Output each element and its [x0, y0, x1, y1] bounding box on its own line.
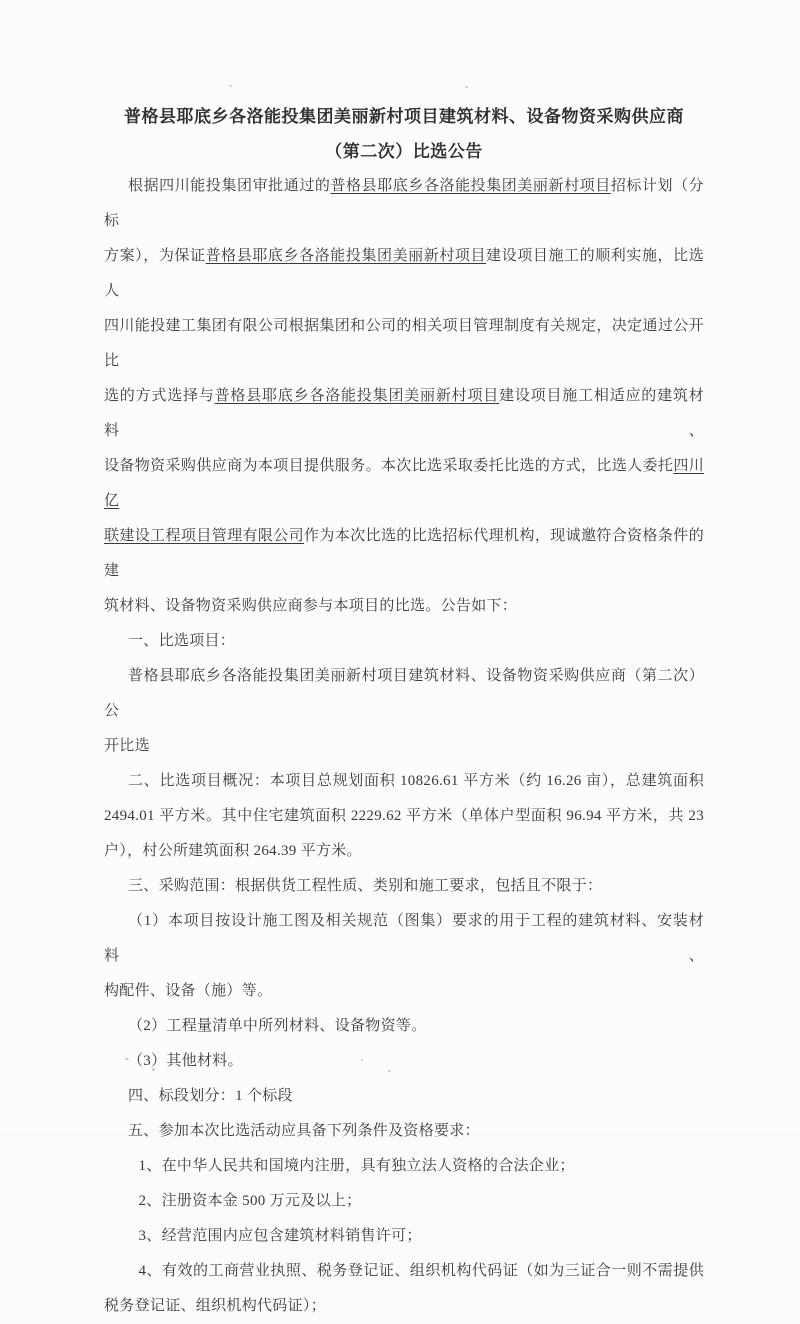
scan-speck: [229, 85, 233, 88]
text-segment: 招标计划（分标: [104, 178, 704, 229]
text-segment: 一、比选项目：: [128, 633, 236, 649]
text-line: [104, 1219, 704, 1254]
underlined-text: 普格县耶底乡各洛能投集团美丽新村项目: [205, 248, 487, 264]
text-segment: 普格县耶底乡各洛能投集团美丽新村项目建筑材料、设备物资采购供应商（第二次）公: [104, 668, 704, 719]
underlined-text: 普格县耶底乡各洛能投集团美丽新村项目: [330, 178, 611, 194]
text-segment: 五、参加本次比选活动应具备下列条件及资格要求：: [128, 1123, 480, 1139]
text-line: [104, 1009, 704, 1044]
text-line: [104, 449, 704, 519]
text-line: [104, 589, 704, 624]
text-line: [104, 1184, 704, 1219]
text-segment: 方案），为保证: [104, 248, 206, 264]
text-segment: 4、有效的工商营业执照、税务登记证、组织机构代码证（如为三证合一则不需提供: [138, 1263, 704, 1279]
underlined-text: 联建设工程项目管理有限公司: [104, 528, 305, 544]
underlined-text: 普格县耶底乡各洛能投集团美丽新村项目: [214, 388, 500, 404]
document-body: [104, 169, 704, 1324]
text-segment: 筑材料、设备物资采购供应商参与本项目的比选。公告如下：: [104, 598, 518, 614]
text-line: [104, 1079, 704, 1114]
text-segment: 根据四川能投集团审批通过的: [128, 178, 331, 194]
text-line: [104, 764, 704, 799]
text-segment: 构配件、设备（施）等。: [104, 983, 273, 999]
underlined-text: 四川亿: [104, 458, 704, 509]
text-segment: 户），村公所建筑面积 264.39 平方米。: [104, 843, 362, 859]
text-segment: 2494.01 平方米。其中住宅建筑面积 2229.62 平方米（单体户型面积 96.94 平方米，共 23: [104, 808, 704, 824]
text-line: [104, 169, 704, 239]
text-segment: 二、比选项目概况：本项目总规划面积 10826.61 平方米（约 16.26 亩），总建筑面积: [128, 773, 704, 789]
text-segment: 作为本次比选的比选招标代理机构，现诚邀符合资格条件的建: [104, 528, 704, 579]
text-segment: 建设项目施工相适应的建筑材料、: [104, 388, 705, 439]
text-segment: 开比选: [104, 738, 150, 754]
text-segment: （3）其他材料。: [128, 1053, 243, 1069]
text-line: [104, 729, 704, 764]
text-segment: （2）工程量清单中所列材料、设备物资等。: [128, 1018, 427, 1034]
text-line: [104, 904, 704, 974]
text-segment: 税务登记证、组织机构代码证）；: [104, 1298, 327, 1314]
text-segment: 1、在中华人民共和国境内注册，具有独立法人资格的合法企业；: [138, 1158, 575, 1174]
document-title-line-1: 普格县耶底乡各洛能投集团美丽新村项目建筑材料、设备物资采购供应商: [124, 107, 684, 126]
text-segment: 三、采购范围：根据供货工程性质、类别和施工要求，包括且不限于：: [128, 878, 603, 894]
text-segment: 3、经营范围内应包含建筑材料销售许可；: [138, 1228, 422, 1244]
text-line: [104, 379, 704, 449]
text-segment: 四、标段划分：1 个标段: [128, 1088, 293, 1104]
text-line: [104, 974, 704, 1009]
scan-speck: [465, 86, 468, 89]
text-line: [104, 799, 704, 834]
text-line: [104, 239, 704, 309]
text-line: [104, 1114, 704, 1149]
text-line: [104, 1289, 704, 1324]
text-line: [104, 659, 704, 729]
text-segment: 建设项目施工的顺利实施，比选人: [104, 248, 704, 299]
text-line: [104, 834, 704, 869]
text-line: [104, 519, 704, 589]
document-title-line-2: （第二次）比选公告: [325, 142, 483, 161]
text-line: [104, 869, 704, 904]
text-line: [104, 1149, 704, 1184]
document-content: [104, 99, 704, 1324]
text-line: [104, 309, 704, 379]
text-line: [104, 624, 704, 659]
text-line: [104, 1044, 704, 1079]
text-line: [104, 1254, 704, 1289]
text-segment: 2、注册资本金 500 万元及以上；: [138, 1193, 362, 1209]
text-segment: 选的方式选择与: [104, 388, 215, 404]
text-segment: 四川能投建工集团有限公司根据集团和公司的相关项目管理制度有关规定，决定通过公开比: [104, 318, 704, 369]
text-segment: （1）本项目按设计施工图及相关规范（图集）要求的用于工程的建筑材料、安装材料、: [104, 913, 704, 964]
text-segment: 设备物资采购供应商为本项目提供服务。本次比选采取委托比选的方式，比选人委托: [104, 458, 674, 474]
